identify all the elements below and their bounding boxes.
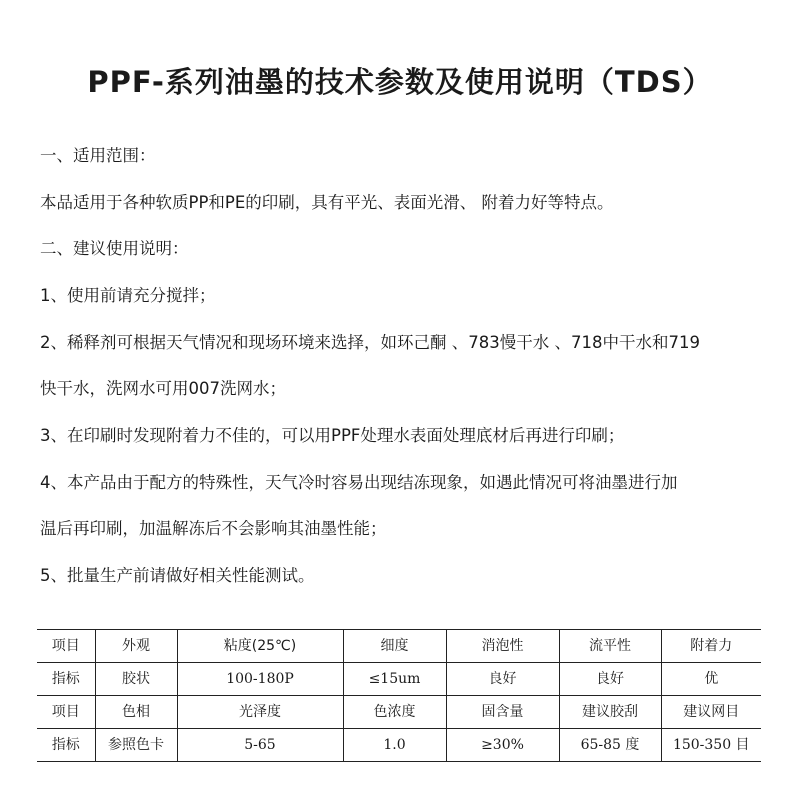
table-cell: 流平性 <box>559 630 661 663</box>
table-cell: 优 <box>661 663 761 696</box>
table-cell: 1.0 <box>343 729 446 762</box>
usage-item-4-line-2: 温后再印刷，加温解冻后不会影响其油墨性能； <box>40 519 387 538</box>
table-cell: 项目 <box>37 696 95 729</box>
table-row <box>37 630 761 663</box>
table-cell: 参照色卡 <box>95 729 177 762</box>
usage-item-2-line-1: 2、稀释剂可根据天气情况和现场环境来选择，如环己酮 、783慢干水 、718中干水和719 <box>40 333 700 352</box>
table-row <box>37 663 761 696</box>
table-cell: 胶状 <box>95 663 177 696</box>
table-cell: 项目 <box>37 630 95 663</box>
table-cell: 消泡性 <box>446 630 559 663</box>
usage-item-5: 5、批量生产前请做好相关性能测试。 <box>40 566 315 585</box>
table-cell: 5-65 <box>177 729 343 762</box>
usage-item-4-line-1: 4、本产品由于配方的特殊性，天气冷时容易出现结冻现象，如遇此情况可将油墨进行加 <box>40 473 678 492</box>
scope-text: 本品适用于各种软质PP和PE的印刷，具有平光、表面光滑、 附着力好等特点。 <box>40 193 614 212</box>
usage-item-3: 3、在印刷时发现附着力不佳的，可以用PPF处理水表面处理底材后再进行印刷； <box>40 426 625 445</box>
table-cell: 色浓度 <box>343 696 446 729</box>
table-cell: 100-180P <box>177 663 343 696</box>
table-cell: 光泽度 <box>177 696 343 729</box>
table-cell: 细度 <box>343 630 446 663</box>
table-cell: ≤15um <box>343 663 446 696</box>
usage-item-2-line-2: 快干水，洗网水可用007洗网水； <box>40 379 286 398</box>
table-cell: 附着力 <box>661 630 761 663</box>
table-cell: 良好 <box>446 663 559 696</box>
table-row <box>37 729 761 762</box>
table-cell: 粘度(25℃) <box>177 630 343 663</box>
usage-heading: 二、建议使用说明： <box>40 239 189 258</box>
table-cell: 建议网目 <box>661 696 761 729</box>
table-cell: 150-350 目 <box>661 729 761 762</box>
table-cell: 色相 <box>95 696 177 729</box>
spec-table <box>37 629 761 762</box>
table-row <box>37 696 761 729</box>
table-cell: 65-85 度 <box>559 729 661 762</box>
table-cell: 指标 <box>37 663 95 696</box>
table-cell: 指标 <box>37 729 95 762</box>
table-cell: 固含量 <box>446 696 559 729</box>
scope-heading: 一、适用范围： <box>40 146 156 165</box>
table-cell: ≥30% <box>446 729 559 762</box>
document-title: PPF-系列油墨的技术参数及使用说明（TDS） <box>87 65 713 99</box>
table-cell: 良好 <box>559 663 661 696</box>
usage-item-1: 1、使用前请充分搅拌； <box>40 286 216 305</box>
table-cell: 外观 <box>95 630 177 663</box>
table-cell: 建议胶刮 <box>559 696 661 729</box>
